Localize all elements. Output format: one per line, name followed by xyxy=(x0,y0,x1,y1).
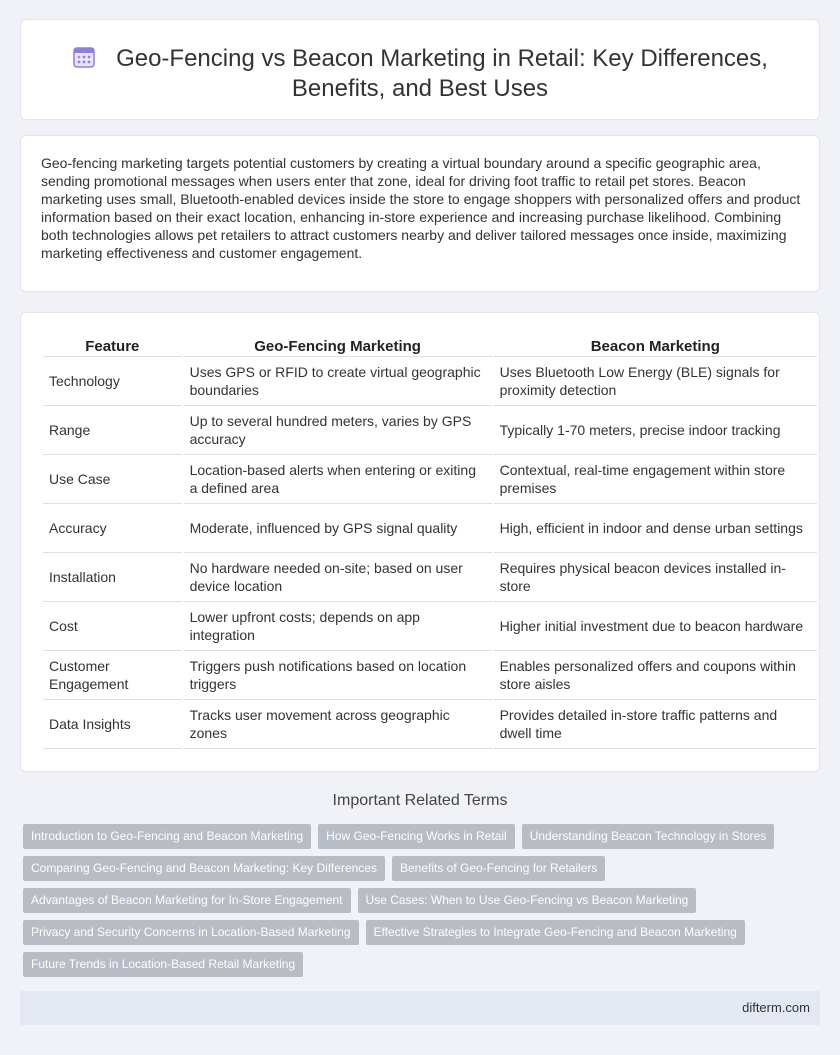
comparison-table xyxy=(41,337,819,749)
intro-paragraph: Geo-fencing marketing targets potential customers by creating a virtual boundary around a specific geographic area, sending promotional messages when users enter that zone, ideal for driving foot traffic to retail pet stores. Beacon marketing uses small, Bluetooth-enabled devices inside the store to engage shoppers with personalized offers and product information based on their exact location, enhancing in-store experience and increasing purchase likelihood. Combining both technologies allows pet retailers to attract customers nearby and deliver tailored messages once inside, maximizing marketing effectiveness and customer engagement. xyxy=(41,155,801,261)
footer xyxy=(20,991,820,1025)
related-terms-title: Important Related Terms xyxy=(332,792,508,809)
beacon-cell: High, efficient in indoor and dense urban settings xyxy=(494,504,817,553)
feature-cell: Installation xyxy=(43,553,182,602)
table-row xyxy=(43,357,817,406)
title-line-2: Benefits, and Best Uses xyxy=(291,75,549,102)
related-term-tag[interactable]: Future Trends in Location-Based Retail Marketing xyxy=(23,952,303,977)
geo-fencing-cell: Moderate, influenced by GPS signal quality xyxy=(184,504,492,553)
table-row xyxy=(43,602,817,651)
feature-cell: Customer Engagement xyxy=(43,651,182,700)
tag-row xyxy=(23,856,813,881)
beacon-cell: Enables personalized offers and coupons within store aisles xyxy=(494,651,817,700)
table-header-row xyxy=(43,337,817,357)
tag-row xyxy=(23,952,813,977)
geo-fencing-cell: Location-based alerts when entering or exiting a defined area xyxy=(184,455,492,504)
table-row xyxy=(43,700,817,749)
footer-site-link[interactable]: difterm.com xyxy=(742,1000,810,1015)
geo-fencing-cell: No hardware needed on-site; based on user device location xyxy=(184,553,492,602)
table-row xyxy=(43,651,817,700)
beacon-cell: Uses Bluetooth Low Energy (BLE) signals for proximity detection xyxy=(494,357,817,406)
tag-row xyxy=(23,920,813,945)
related-term-tag[interactable]: Privacy and Security Concerns in Location-Based Marketing xyxy=(23,920,359,945)
feature-cell: Technology xyxy=(43,357,182,406)
feature-cell: Accuracy xyxy=(43,504,182,553)
table-row xyxy=(43,553,817,602)
table-row xyxy=(43,406,817,455)
related-term-tag[interactable]: Understanding Beacon Technology in Stores xyxy=(522,824,775,849)
title-line-1: Geo-Fencing vs Beacon Marketing in Retail: Key Differences, xyxy=(116,45,768,72)
geo-fencing-cell: Tracks user movement across geographic zones xyxy=(184,700,492,749)
beacon-cell: Typically 1-70 meters, precise indoor tracking xyxy=(494,406,817,455)
related-term-tag[interactable]: Comparing Geo-Fencing and Beacon Marketing: Key Differences xyxy=(23,856,385,881)
header-beacon: Beacon Marketing xyxy=(494,337,817,357)
header-feature: Feature xyxy=(43,337,182,357)
beacon-cell: Higher initial investment due to beacon hardware xyxy=(494,602,817,651)
geo-fencing-cell: Triggers push notifications based on location triggers xyxy=(184,651,492,700)
header-geo-fencing: Geo-Fencing Marketing xyxy=(184,337,492,357)
related-term-tag[interactable]: Introduction to Geo-Fencing and Beacon Marketing xyxy=(23,824,311,849)
intro-card xyxy=(20,135,820,292)
related-term-tag[interactable]: How Geo-Fencing Works in Retail xyxy=(318,824,515,849)
related-term-tag[interactable]: Effective Strategies to Integrate Geo-Fencing and Beacon Marketing xyxy=(366,920,745,945)
page-title xyxy=(21,44,819,104)
beacon-cell: Requires physical beacon devices installed in-store xyxy=(494,553,817,602)
beacon-cell: Provides detailed in-store traffic patterns and dwell time xyxy=(494,700,817,749)
tag-row xyxy=(23,824,813,849)
tag-row xyxy=(23,888,813,913)
calendar-icon xyxy=(72,45,96,69)
header-card xyxy=(20,19,820,120)
geo-fencing-cell: Lower upfront costs; depends on app integration xyxy=(184,602,492,651)
feature-cell: Cost xyxy=(43,602,182,651)
table-row xyxy=(43,504,817,553)
related-term-tag[interactable]: Use Cases: When to Use Geo-Fencing vs Beacon Marketing xyxy=(358,888,697,913)
feature-cell: Use Case xyxy=(43,455,182,504)
related-term-tag[interactable]: Advantages of Beacon Marketing for In-Store Engagement xyxy=(23,888,351,913)
geo-fencing-cell: Up to several hundred meters, varies by GPS accuracy xyxy=(184,406,492,455)
beacon-cell: Contextual, real-time engagement within store premises xyxy=(494,455,817,504)
table-row xyxy=(43,455,817,504)
comparison-card xyxy=(20,312,820,772)
feature-cell: Data Insights xyxy=(43,700,182,749)
geo-fencing-cell: Uses GPS or RFID to create virtual geographic boundaries xyxy=(184,357,492,406)
related-terms-list xyxy=(23,824,813,984)
feature-cell: Range xyxy=(43,406,182,455)
related-term-tag[interactable]: Benefits of Geo-Fencing for Retailers xyxy=(392,856,605,881)
